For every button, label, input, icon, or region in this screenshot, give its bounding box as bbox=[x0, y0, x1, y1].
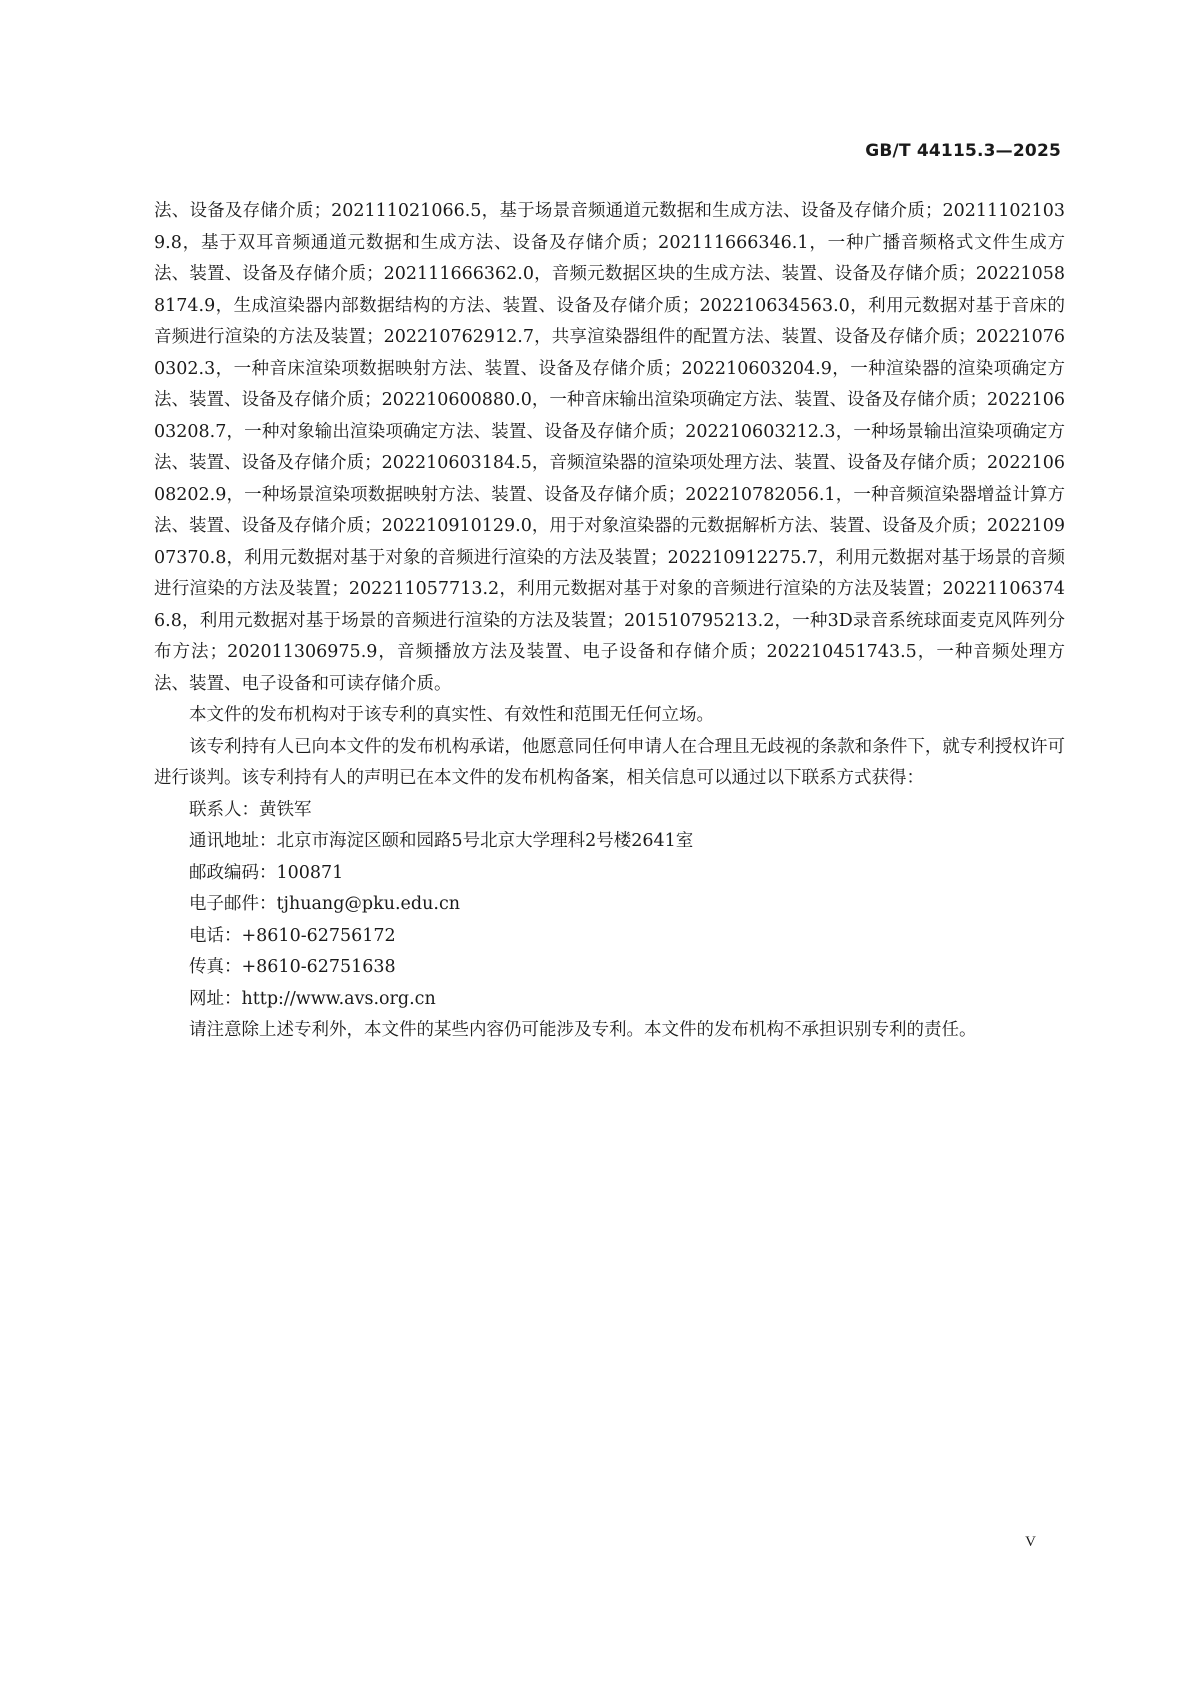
standard-number: GB/T 44115.3—2025 bbox=[865, 141, 1061, 161]
closing-statement: 请注意除上述专利外，本文件的某些内容仍可能涉及专利。本文件的发布机构不承担识别专利的责任。 bbox=[189, 1020, 977, 1040]
commitment-statement: 该专利持有人已向本文件的发布机构承诺，他愿意同任何申请人在合理且无歧视的条款和条件下，就专利授权许可进行谈判。该专利持有人的声明已在本文件的发布机构备案，相关信息可以通过以下联系方式获得： bbox=[154, 736, 1065, 788]
contact-person: 联系人：黄铁军 bbox=[189, 799, 312, 820]
contact-phone: 电话：+8610-62756172 bbox=[189, 925, 396, 946]
page-number: V bbox=[1025, 1534, 1036, 1550]
contact-email: 电子邮件：tjhuang@pku.edu.cn bbox=[189, 894, 461, 914]
position-statement: 本文件的发布机构对于该专利的真实性、有效性和范围无任何立场。 bbox=[189, 705, 714, 725]
document-body bbox=[154, 196, 1065, 1047]
contact-fax: 传真：+8610-62751638 bbox=[189, 957, 396, 977]
contact-address: 通讯地址：北京市海淀区颐和园路5号北京大学理科2号楼2641室 bbox=[189, 831, 694, 851]
contact-postcode: 邮政编码：100871 bbox=[189, 862, 344, 883]
contact-website: 网址：http://www.avs.org.cn bbox=[189, 988, 436, 1009]
patent-list-paragraph: 法、设备及存储介质；202111021066.5，基于场景音频通道元数据和生成方法、设备及存储介质；202111021039.8，基于双耳音频通道元数据和生成方法、设备及存储介质；202111666346.1，一种广播音频格式文件生成方法、装置、设备及存储介质；202111666362.0，音频元数据区块的生成方法、装置、设备及存储介质；202210588174.9，生成渲染器内部数据结构的方法、装置、设备及存储介质；202210634563.0，利用元数据对基于音床的音频进行渲染的方法及装置；202210762912.7，共享渲染器组件的配置方法、装置、设备及存储介质；202210760302.3，一种音床渲染项数据映射方法、装置、设备及存储介质；202210603204.9，一种渲染器的渲染项确定方法、装置、设备及存储介质；202210600880.0，一种音床输出渲染项确定方法、装置、设备及存储介质；202210603208.7，一种对象输出渲染项确定方法、装置、设备及存储介质；202210603212.3，一种场景输出渲染项确定方法、装置、设备及存储介质；202210603184.5，音频渲染器的渲染项处理方法、装置、设备及存储介质；202210608202.9，一种场景渲染项数据映射方法、装置、设备及存储介质；202210782056.1，一种音频渲染器增益计算方法、装置、设备及存储介质；202210910129.0，用于对象渲染器的元数据解析方法、装置、设备及介质；202210907370.8，利用元数据对基于对象的音频进行渲染的方法及装置；202210912275.7，利用元数据对基于场景的音频进行渲染的方法及装置；202211057713.2，利用元数据对基于对象的音频进行渲染的方法及装置；202211063746.8，利用元数据对基于场景的音频进行渲染的方法及装置；201510795213.2，一种3D录音系统球面麦克风阵列分布方法；202011306975.9，音频播放方法及装置、电子设备和存储介质；202210451743.5，一种音频处理方法、装置、电子设备和可读存储介质。 bbox=[154, 201, 1065, 694]
